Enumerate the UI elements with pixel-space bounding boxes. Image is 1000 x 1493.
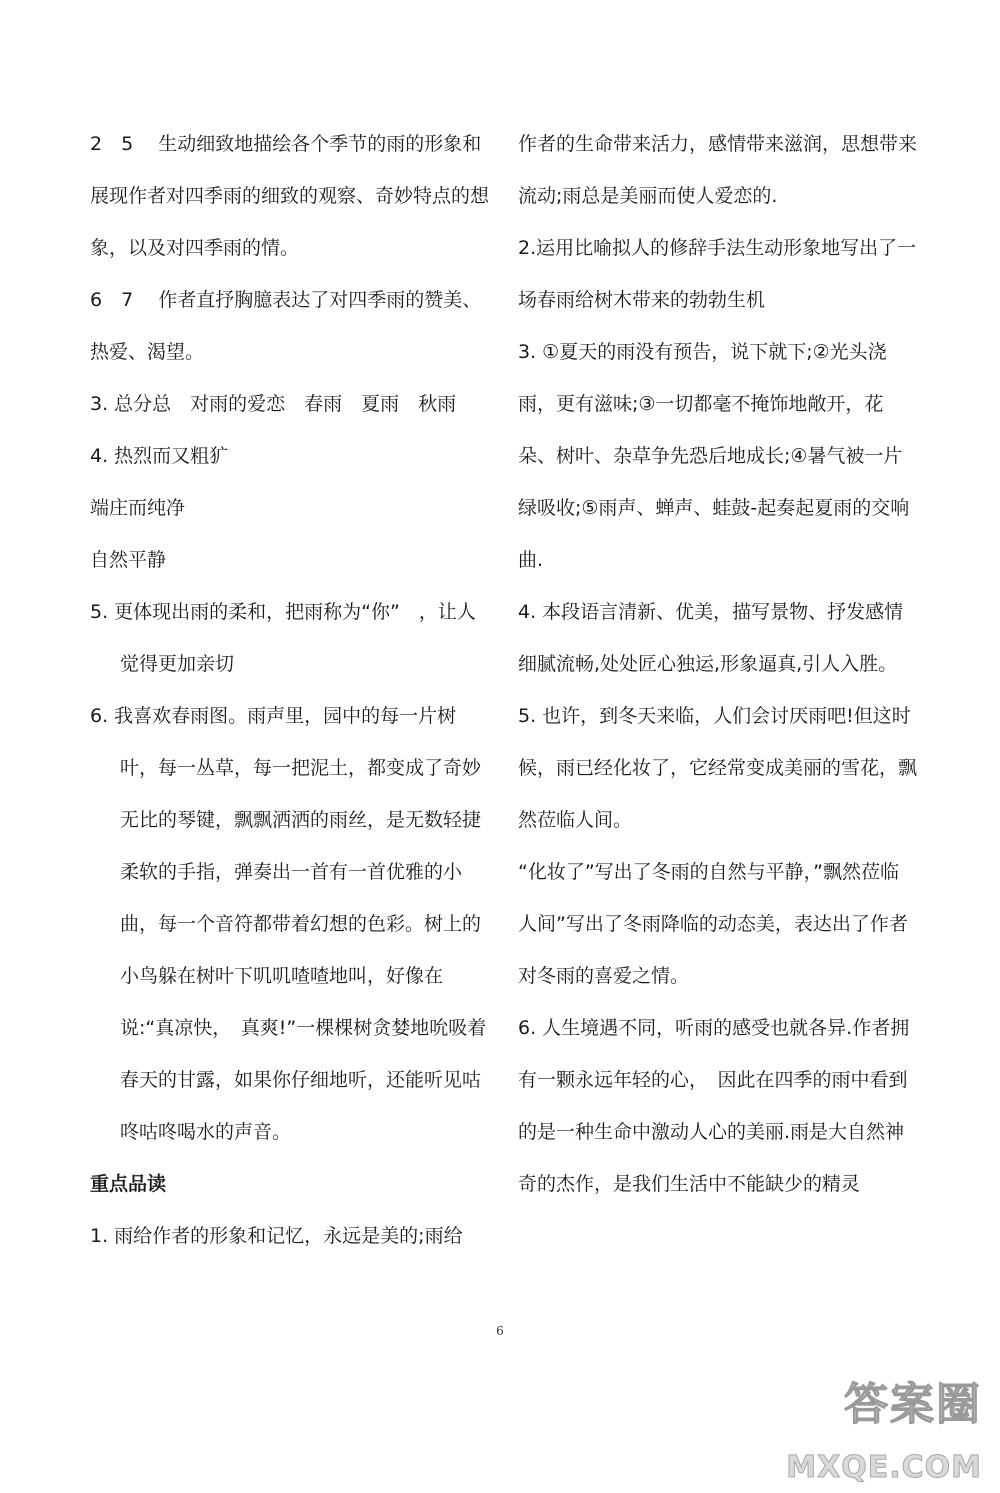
section-heading: 重点品读	[90, 1173, 167, 1195]
paragraph: 5. 更体现出雨的柔和，把雨称为“你” ，让人觉得更加亲切	[90, 601, 476, 675]
watermark-logo	[786, 1375, 982, 1485]
paragraph: “化妆了”写出了冬雨的自然与平静，”飘然莅临人间”写出了冬雨降临的动态美，表达出了作者对冬雨的喜爱之情。	[518, 861, 908, 987]
paragraph: 作者的生命带来活力，感情带来滋润，思想带来流动;雨总是美丽而使人爱恋的.	[518, 133, 918, 207]
paragraph: 3. 总分总 对雨的爱恋 春雨 夏雨 秋雨	[90, 393, 457, 415]
paragraph: 端庄而纯净	[90, 497, 186, 519]
paragraph: 2.运用比喻拟人的修辞手法生动形象地写出了一场春雨给树木带来的勃勃生机	[518, 237, 917, 311]
paragraph: 4. 本段语言清新、优美，描写景物、抒发感情细腻流畅,处处匠心独运,形象逼真,引人入胜。	[518, 601, 904, 675]
paragraph: 6. 人生境遇不同，听雨的感受也就各异.作者拥有一颗永远年轻的心， 因此在四季的雨中看到的是一种生命中激动人心的美丽.雨是大自然神奇的杰作，是我们生活中不能缺少的精灵	[518, 1017, 910, 1195]
left-column	[90, 118, 490, 1262]
watermark-url: MXQE.COM	[786, 1450, 982, 1485]
watermark-title: 答案圈	[844, 1379, 982, 1430]
paragraph: 6 7 作者直抒胸臆表达了对四季雨的赞美、热爱、渴望。	[90, 289, 482, 363]
paragraph: 4. 热烈而又粗犷	[90, 445, 229, 467]
paragraph: 2 5 生动细致地描绘各个季节的雨的形象和展现作者对四季雨的细致的观察、奇妙特点的想象，以及对四季雨的情。	[90, 133, 490, 259]
paragraph: 3. ①夏天的雨没有预告，说下就下;②光头浇雨，更有滋味;③一切都毫不掩饰地敞开，花朵、树叶、杂草争先恐后地成长;④暑气被一片绿吸收;⑤雨声、蝉声、蛙鼓-起奏起夏雨的交响曲.	[518, 341, 910, 571]
right-column	[518, 118, 918, 1210]
page-number: 6	[496, 1324, 504, 1338]
paragraph: 6. 我喜欢春雨图。雨声里，园中的每一片树叶，每一丛草，每一把泥土，都变成了奇妙无比的琴键，飘飘洒洒的雨丝，是无数轻捷柔软的手指，弹奏出一首有一首优雅的小曲，每一个音符都带着幻想的色彩。树上的小鸟躲在树叶下叽叽喳喳地叫，好像在说:“真凉快， 真爽!”一棵棵树贪婪地吮吸着春天的甘露，如果你仔细地听，还能听见咕咚咕咚喝水的声音。	[90, 705, 487, 1143]
paragraph: 1. 雨给作者的形象和记忆，永远是美的;雨给	[90, 1225, 463, 1247]
paragraph: 自然平静	[90, 549, 167, 571]
paragraph: 5. 也许，到冬天来临，人们会讨厌雨吧!但这时候，雨已经化妆了，它经常变成美丽的雪花，飘然莅临人间。	[518, 705, 918, 831]
